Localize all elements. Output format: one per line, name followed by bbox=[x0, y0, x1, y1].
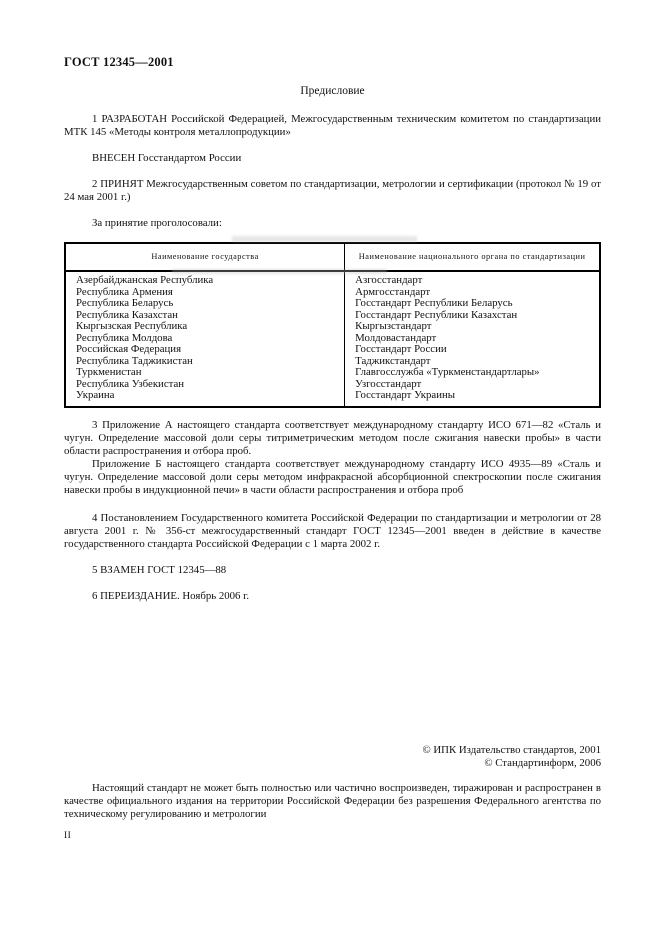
country-cell: Республика Казахстан bbox=[65, 310, 345, 322]
standards-org-cell: Кыргызстандарт bbox=[355, 321, 432, 332]
standards-org-cell: Азгосстандарт bbox=[355, 274, 423, 286]
vote-table bbox=[64, 242, 601, 408]
table-row bbox=[65, 271, 600, 287]
country-cell: Украина bbox=[65, 390, 345, 407]
table-row bbox=[65, 379, 600, 391]
copyright-line-1: © ИПК Издательство стандартов, 2001 bbox=[422, 743, 601, 756]
table-row bbox=[65, 333, 600, 345]
vote-intro: За принятие проголосовали: bbox=[92, 217, 222, 229]
standards-org-cell: Молдовастандарт bbox=[355, 332, 437, 344]
standard-code: ГОСТ 12345—2001 bbox=[64, 55, 174, 69]
column-header-country: Наименование государства bbox=[65, 243, 345, 271]
standards-org-cell: Узгосстандарт bbox=[355, 378, 422, 390]
country-cell: Республика Беларусь bbox=[65, 298, 345, 310]
table-row bbox=[65, 367, 600, 379]
country-cell: Азербайджанская Республика bbox=[65, 271, 345, 287]
table-row bbox=[65, 287, 600, 299]
country-cell: Республика Таджикистан bbox=[65, 356, 345, 368]
standards-org-cell: Госстандарт России bbox=[355, 344, 447, 355]
foreword-item-2: 2 ПРИНЯТ Межгосударственным советом по стандартизации, метрологии и сертификации (протокол № 19 от 24 мая 2001 г.) bbox=[64, 178, 601, 203]
country-cell: Республика Узбекистан bbox=[65, 379, 345, 391]
table-row bbox=[65, 390, 600, 407]
foreword-item-5: 5 ВЗАМЕН ГОСТ 12345—88 bbox=[92, 563, 227, 576]
table-row bbox=[65, 321, 600, 333]
foreword-item-6: 6 ПЕРЕИЗДАНИЕ. Ноябрь 2006 г. bbox=[92, 589, 250, 602]
country-cell: Республика Армения bbox=[65, 287, 345, 299]
standards-org-cell: Таджикстандарт bbox=[355, 355, 431, 367]
country-cell: Российская Федерация bbox=[65, 344, 345, 356]
standards-org-cell: Госстандарт Республики Казахстан bbox=[355, 309, 518, 321]
standards-org-cell: Главгосслужба «Туркменстандартлары» bbox=[355, 367, 540, 378]
header-row bbox=[65, 243, 600, 271]
country-cell: Туркменистан bbox=[65, 367, 345, 379]
vote-table-header bbox=[65, 243, 600, 271]
reproduction-restriction: Настоящий стандарт не может быть полностью или частично воспроизведен, тиражирован и распространен в качестве официального издания на территории Российской Федерации без разрешения Федерального агентства по техническому регулированию и метрологии bbox=[64, 781, 601, 820]
foreword-item-3b: Приложение Б настоящего стандарта соответствует международному стандарту ИСО 4935—89 «Сталь и чугун. Определение массовой доли серы методом инфракрасной абсорбционной спектроскопии после сжигания навески пробы в индукционной печи» в части области распространения и отбора проб bbox=[64, 457, 601, 496]
page-number: II bbox=[64, 831, 72, 842]
country-cell: Кыргызская Республика bbox=[65, 321, 345, 333]
standards-org-cell: Госстандарт Украины bbox=[355, 390, 456, 401]
country-cell: Республика Молдова bbox=[65, 333, 345, 345]
page-title: Предисловие bbox=[300, 85, 365, 97]
table-row bbox=[65, 356, 600, 368]
standards-org-cell: Госстандарт Республики Беларусь bbox=[355, 298, 513, 309]
copyright-block bbox=[64, 744, 601, 770]
table-row bbox=[65, 298, 600, 310]
foreword-submitted: ВНЕСЕН Госстандартом России bbox=[92, 152, 242, 164]
column-header-org: Наименование национального органа по стандартизации bbox=[345, 243, 600, 271]
table-row bbox=[65, 310, 600, 322]
foreword-item-4: 4 Постановлением Государственного комитета Российской Федерации по стандартизации и метрологии от 28 августа 2001 г. № 356-ст межгосударственный стандарт ГОСТ 12345—2001 введен в действие в качестве государственного стандарта Российской Федерации с 1 марта 2002 г. bbox=[64, 511, 601, 550]
vote-table-body bbox=[65, 271, 600, 407]
foreword-item-1: 1 РАЗРАБОТАН Российской Федерацией, Межгосударственным техническим комитетом по стандартизации МТК 145 «Методы контроля металлопродукции» bbox=[64, 113, 601, 138]
standards-org-cell: Армгосстандарт bbox=[355, 286, 431, 298]
table-row bbox=[65, 344, 600, 356]
foreword-item-3a: 3 Приложение А настоящего стандарта соответствует международному стандарту ИСО 671—82 «Сталь и чугун. Определение массовой доли серы титриметрическим методом после сжигания навески пробы» в части области распространения и отбора проб. bbox=[64, 418, 601, 457]
copyright-line-2: © Стандартинформ, 2006 bbox=[484, 756, 601, 769]
